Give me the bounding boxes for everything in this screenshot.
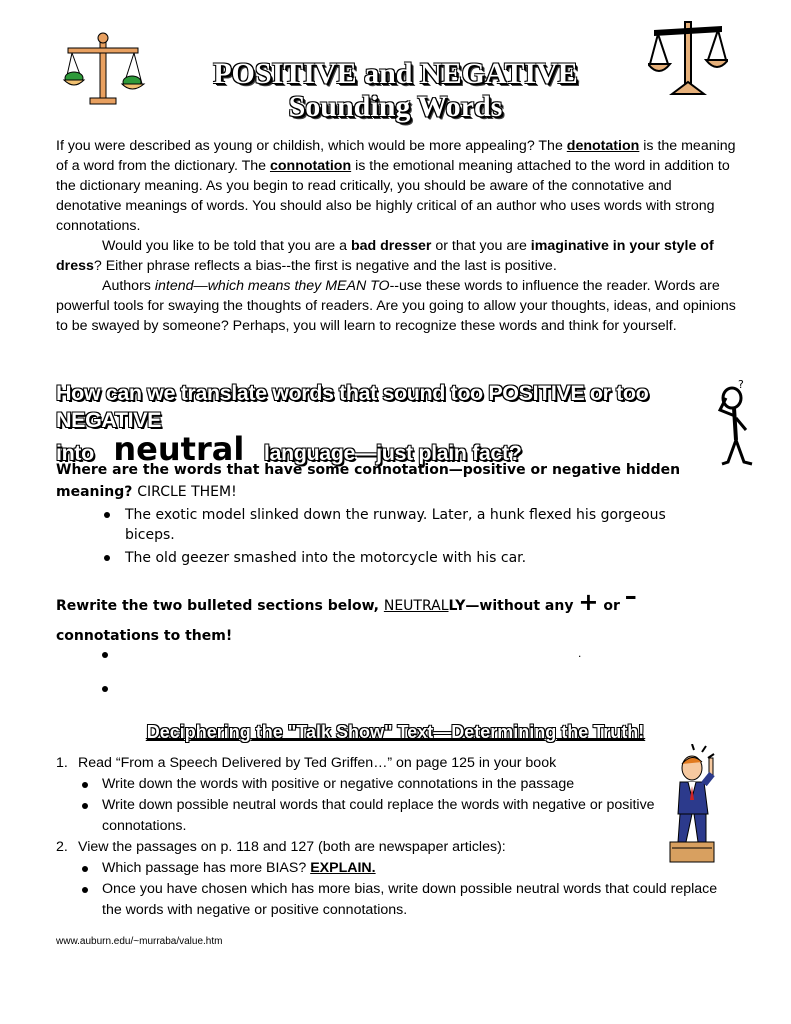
example-sentence-1: The exotic model slinked down the runway. Later, a hunk flexed his gorgeous biceps. <box>125 507 666 543</box>
list-item <box>56 879 736 921</box>
task-subtext: Write down possible neutral words that could replace the words with negative or positive connotations. <box>102 797 655 834</box>
rewrite-text: LY—without any <box>448 598 579 614</box>
bullet-icon <box>82 887 88 893</box>
neutral-word: neutral <box>113 430 245 468</box>
source-url[interactable]: www.auburn.edu/~murraba/value.htm <box>56 936 223 947</box>
example-sentence-2: The old geezer smashed into the motorcycle with his car. <box>125 550 527 566</box>
heading-rest: language—just plain fact? <box>263 441 522 465</box>
title-line-1: POSITIVE and NEGATIVE <box>213 57 578 90</box>
title-line-2: Sounding Words <box>288 90 503 123</box>
task-subtext: Once you have chosen which has more bias, write down possible neutral words that could replace the words with negative or positive connotations. <box>102 881 718 918</box>
question-text: Where are the words that have some connotation—positive or negative hidden meaning? <box>56 462 681 500</box>
task-text: View the passages on p. 118 and 127 (both are newspaper articles): <box>78 839 506 855</box>
word-intend: intend <box>154 278 194 294</box>
empty-bullet-2 <box>102 686 108 692</box>
term-connotation: connotation <box>269 158 352 174</box>
plus-icon: + <box>578 588 599 616</box>
intro-text: Authors <box>102 278 155 294</box>
task-subtext: Write down the words with positive or negative connotations in the passage <box>102 776 575 792</box>
task-number: 2. <box>56 839 68 855</box>
intro-text: —which means <box>193 278 295 294</box>
page-title <box>0 57 791 123</box>
speaker-clipart <box>664 744 728 866</box>
heading-into: into <box>56 441 94 465</box>
section-heading-neutral <box>56 380 716 467</box>
question-mark-icon: ? <box>738 378 744 391</box>
rewrite-text: Rewrite the two bulleted sections below, <box>56 598 384 614</box>
intro-paragraph-2 <box>56 236 736 276</box>
stray-period: . <box>578 646 582 660</box>
list-item <box>104 548 704 568</box>
task-number: 1. <box>56 755 68 771</box>
phrase-imaginative: imaginative in your style of dress <box>56 238 714 274</box>
circle-question <box>56 459 706 503</box>
intro-text: is the meaning of a word from the dictionary. The <box>56 138 736 174</box>
intro-text: Would you like to be told that you are a <box>102 238 351 254</box>
task-item-2 <box>56 837 736 858</box>
talk-show-heading: Deciphering the "Talk Show" Text—Determining the Truth! <box>146 722 645 742</box>
phrase-bad-dresser: bad dresser <box>350 238 432 254</box>
task-text: Read “From a Speech Delivered by Ted Griffen…” on page 125 in your book <box>78 755 557 771</box>
task-subtext: Which passage has more BIAS? <box>102 860 311 876</box>
rewrite-or: or <box>598 598 625 614</box>
list-item <box>56 774 662 795</box>
list-item <box>56 795 662 837</box>
neutral-underlined: NEUTRAL <box>383 598 449 614</box>
explain-text: EXPLAIN. <box>310 860 376 876</box>
intro-text: --use these words to influence the reader. Words are powerful tools for swaying the thoughts of readers. Are you going to allow your thoughts, ideas, and opinions to be swayed by someone? Perhaps, you will learn to recognize these words and think for yourself. <box>56 278 736 334</box>
bullet-icon <box>82 866 88 872</box>
empty-bullet-1 <box>102 652 108 658</box>
minus-icon: – <box>624 582 637 610</box>
bullet-icon <box>82 782 88 788</box>
intro-text: is the emotional meaning attached to the word in addition to the dictionary meaning. As you begin to read critically, you should be aware of the connotative and denotative meanings of words. You should also be highly critical of an author who uses words with strong connotations. <box>56 158 730 234</box>
example-list <box>104 505 704 568</box>
rewrite-text-2: connotations to them! <box>56 628 233 644</box>
bullet-icon <box>104 512 110 518</box>
term-denotation: denotation <box>566 138 640 154</box>
intro-paragraph-3 <box>56 276 736 336</box>
heading-line-1: How can we translate words that sound too POSITIVE or too NEGATIVE <box>56 381 649 432</box>
bullet-icon <box>104 555 110 561</box>
circle-them-text: CIRCLE THEM! <box>137 484 237 500</box>
intro-paragraph-1 <box>56 136 736 236</box>
rewrite-instruction <box>56 582 716 651</box>
bullet-icon <box>82 803 88 809</box>
task-list <box>56 753 736 921</box>
intro-text: or that you are <box>431 238 531 254</box>
list-item <box>56 858 736 879</box>
intro-text: ? Either phrase reflects a bias--the first is negative and the last is positive. <box>93 258 557 274</box>
intro-text: If you were described as young or childish, which would be more appealing? The <box>56 138 567 154</box>
phrase-they-mean-to: they MEAN TO <box>294 278 390 294</box>
thinking-figure-clipart <box>712 376 760 468</box>
task-item-1 <box>56 753 736 774</box>
list-item <box>104 505 704 545</box>
